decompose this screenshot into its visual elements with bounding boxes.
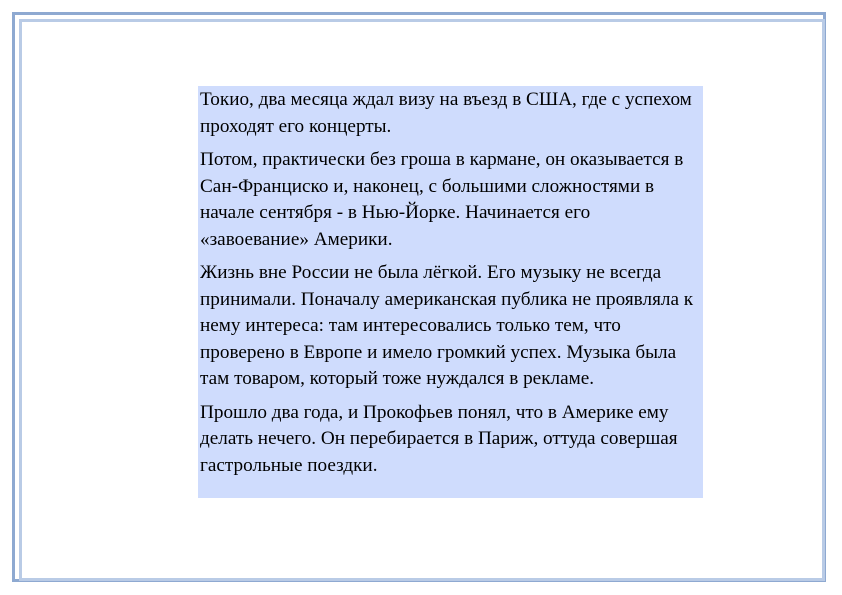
paragraph-3: Жизнь вне России не была лёгкой. Его музыку не всегда принимали. Поначалу американская публика не проявляла к нему интереса: там интересовались только тем, что проверено в Европе и имело громкий успех. Музыка была там товаром, который тоже нуждался в рекламе. <box>200 262 694 389</box>
paragraph-1: Токио, два месяца ждал визу на въезд в США, где с успехом проходят его концерты. <box>200 89 692 137</box>
text-box <box>198 86 703 498</box>
paragraph-2: Потом, практически без гроша в кармане, он оказывается в Сан-Франциско и, наконец, с большими сложностями в начале сентября - в Нью-Йорке. Начинается его «завоевание» Америки. <box>200 149 684 250</box>
paragraph-4: Прошло два года, и Прокофьев понял, что в Америке ему делать нечего. Он перебирается в Париж, оттуда совершая гастрольные поездки. <box>200 401 678 476</box>
